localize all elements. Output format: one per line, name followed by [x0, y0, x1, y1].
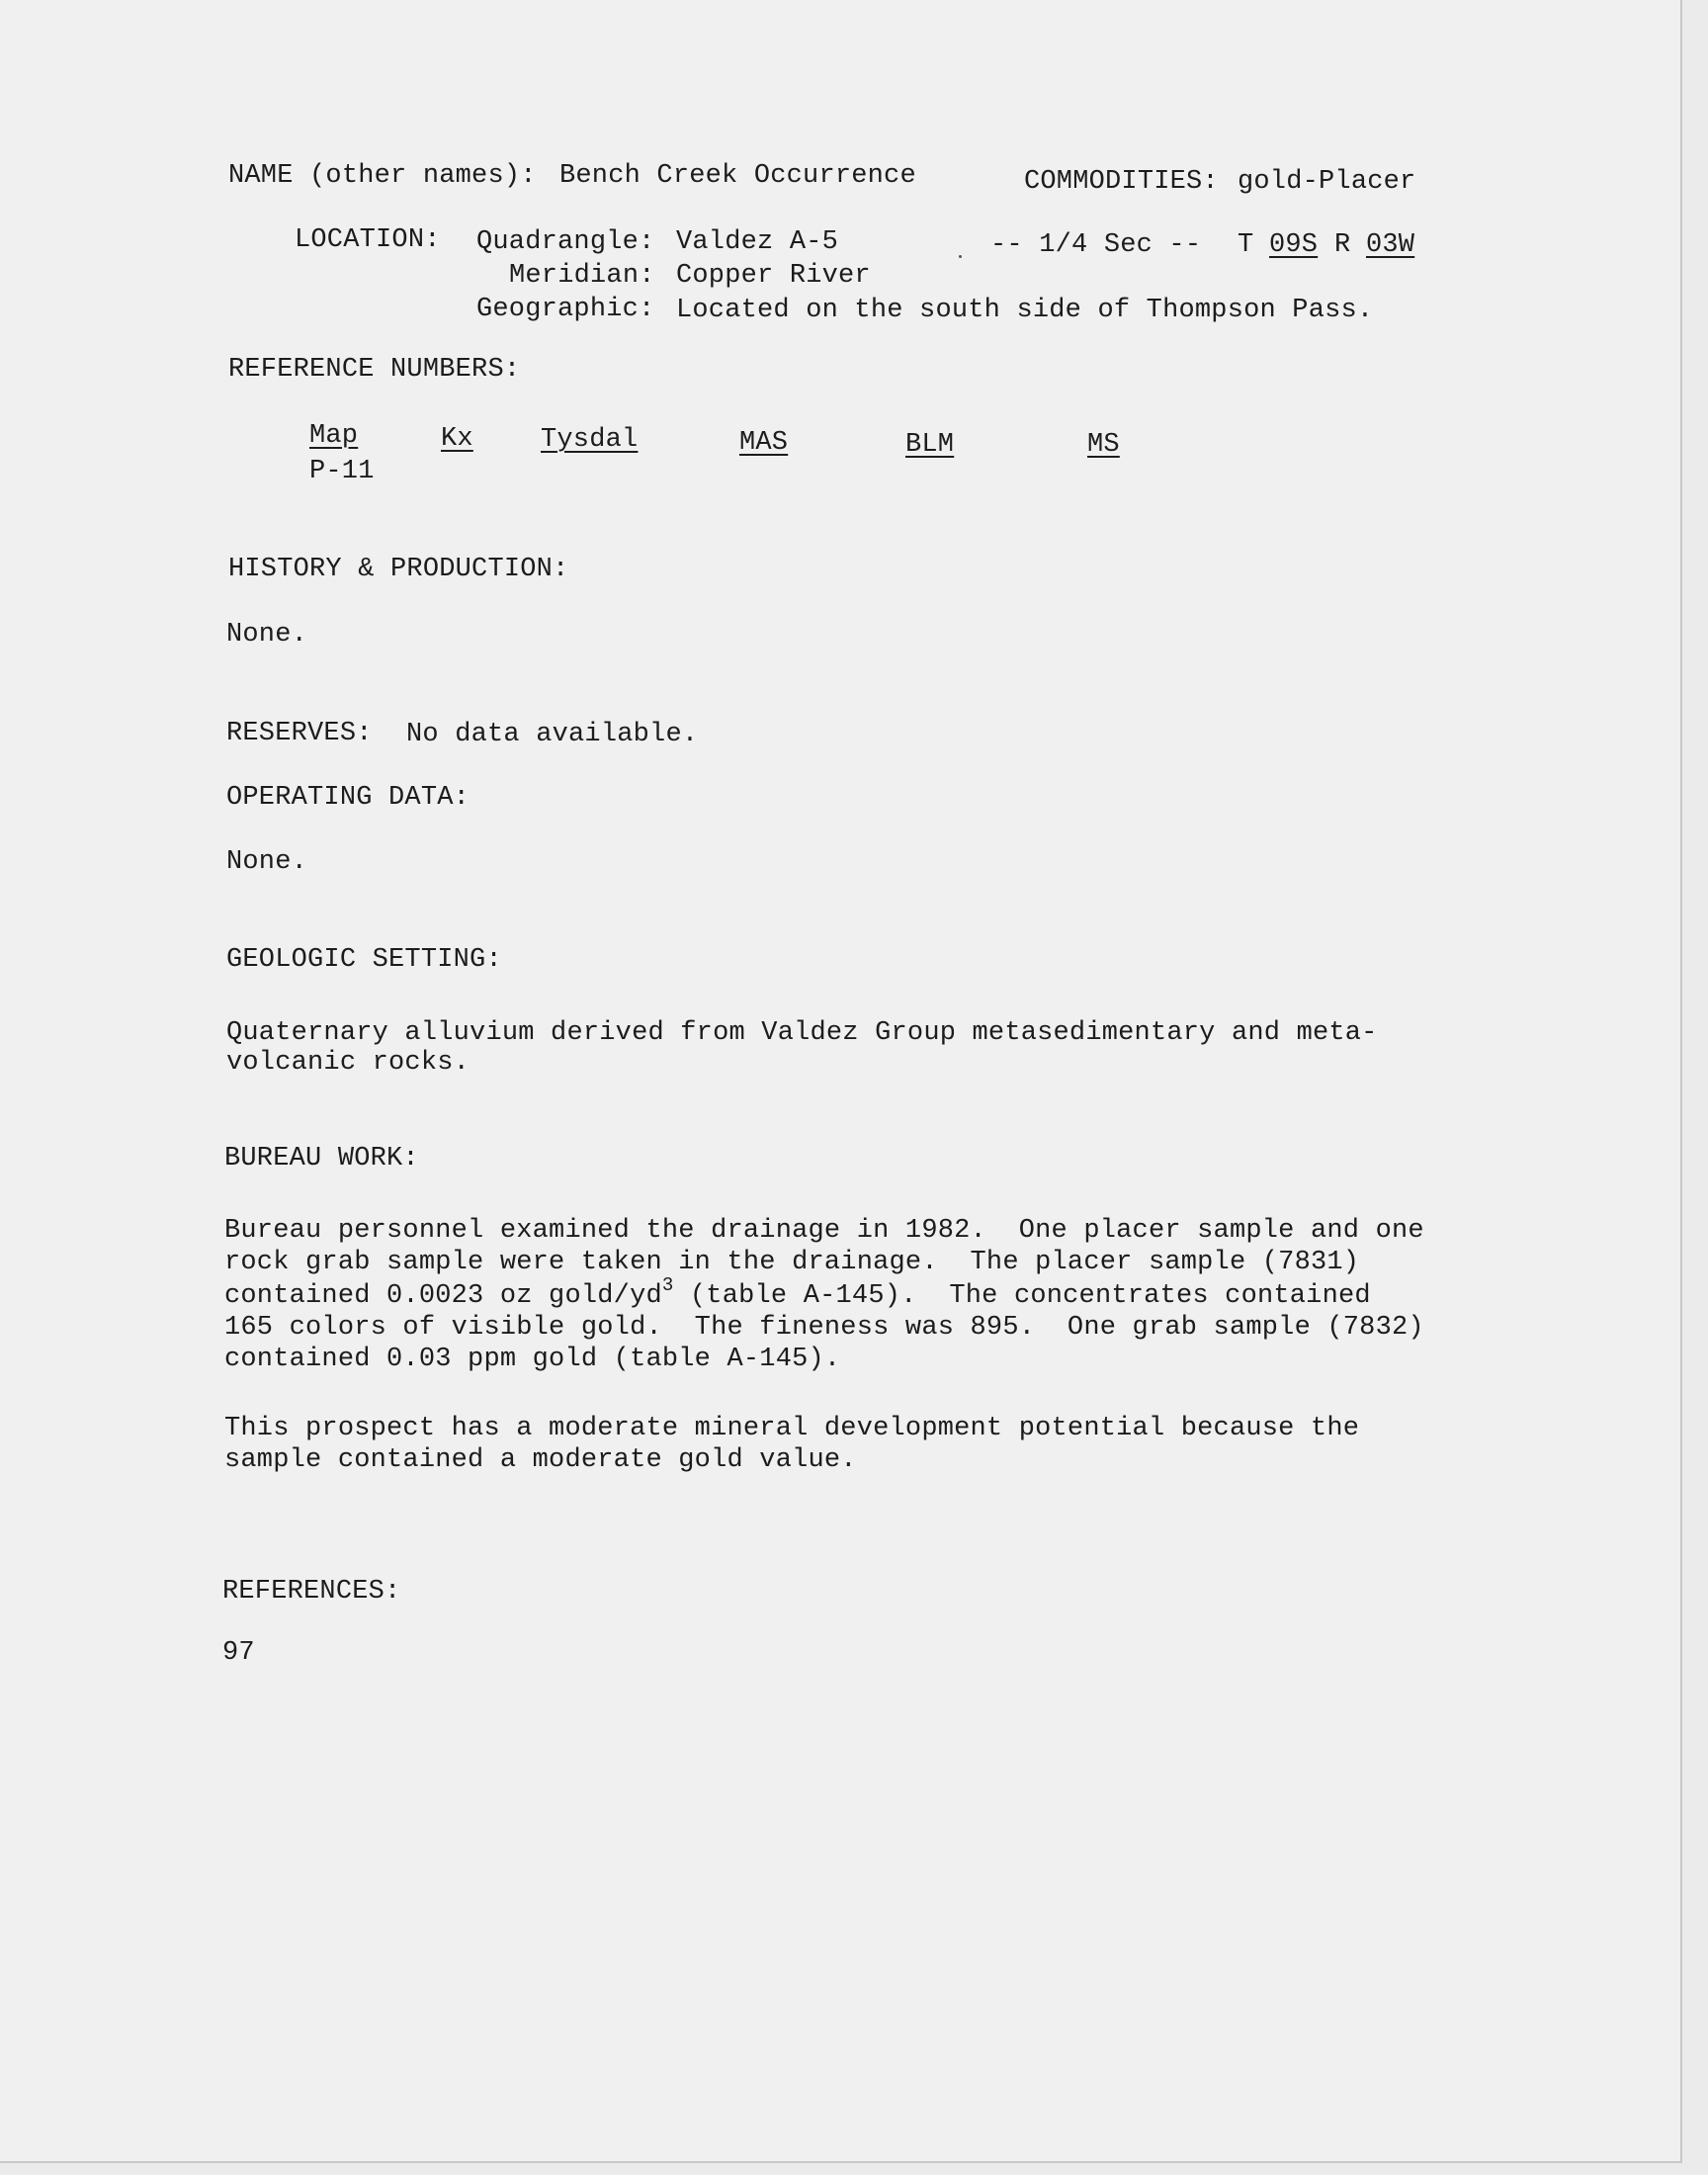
ref-map-value: P-11 — [309, 457, 375, 486]
bureau-para2-line-2: sample contained a moderate gold value. — [224, 1445, 857, 1475]
township-value: 09S — [1269, 230, 1319, 260]
reference-numbers-label: REFERENCE NUMBERS: — [228, 355, 521, 385]
operating-text: None. — [226, 847, 308, 877]
bureau-line-4: 165 colors of visible gold. The fineness was 895. One grab sample (7832) — [224, 1313, 1424, 1343]
geographic-label: Geographic: — [476, 295, 655, 324]
history-label: HISTORY & PRODUCTION: — [228, 555, 569, 584]
ref-col-ms: MS — [1087, 430, 1120, 460]
commodities-label: COMMODITIES: — [1024, 167, 1219, 197]
reserves-text: No data available. — [406, 720, 699, 749]
geologic-label: GEOLOGIC SETTING: — [226, 945, 502, 975]
section-text: -- 1/4 Sec -- — [990, 230, 1202, 260]
quadrangle-value: Valdez A-5 — [676, 227, 839, 257]
name-value: Bench Creek Occurrence — [559, 161, 916, 191]
meridian-label: Meridian: — [509, 261, 655, 291]
ref-col-mas: MAS — [739, 428, 789, 458]
bureau-para2-line-1: This prospect has a moderate mineral development potential because the — [224, 1414, 1360, 1443]
name-label: NAME (other names): — [228, 161, 537, 191]
bureau-label: BUREAU WORK: — [224, 1144, 419, 1174]
reserves-label: RESERVES: — [226, 719, 373, 748]
ref-col-map: Map — [309, 421, 359, 451]
ref-col-kx: Kx — [441, 424, 473, 454]
range-label: R — [1334, 230, 1351, 260]
geologic-line-1: Quaternary alluvium derived from Valdez Group metasedimentary and meta- — [226, 1018, 1378, 1048]
meridian-value: Copper River — [676, 261, 871, 291]
location-label: LOCATION: — [295, 225, 441, 255]
stray-dot — [959, 255, 962, 258]
bureau-line-2: rock grab sample were taken in the drainage. The placer sample (7831) — [224, 1248, 1360, 1277]
ref-col-blm: BLM — [905, 430, 955, 460]
references-label: REFERENCES: — [222, 1577, 401, 1607]
bureau-line-3 — [224, 1274, 1371, 1312]
quadrangle-label: Quadrangle: — [476, 227, 655, 257]
bureau-line-1: Bureau personnel examined the drainage in 1982. One placer sample and one — [224, 1216, 1424, 1246]
township-label: T — [1238, 230, 1254, 260]
bureau-line-3-superscript: 3 — [661, 1274, 674, 1296]
range-value: 03W — [1366, 230, 1415, 260]
history-text: None. — [226, 620, 308, 650]
geologic-line-2: volcanic rocks. — [226, 1048, 470, 1078]
bureau-line-3-pre: contained 0.0023 oz gold/yd — [224, 1281, 662, 1311]
references-text: 97 — [222, 1638, 255, 1668]
ref-col-tysdal: Tysdal — [541, 425, 639, 455]
operating-label: OPERATING DATA: — [226, 783, 470, 813]
bureau-line-5: contained 0.03 ppm gold (table A-145). — [224, 1345, 841, 1374]
bureau-line-3-post: (table A-145). The concentrates contained — [673, 1281, 1371, 1311]
commodities-value: gold-Placer — [1238, 167, 1416, 197]
geographic-value: Located on the south side of Thompson Pass. — [676, 296, 1374, 325]
